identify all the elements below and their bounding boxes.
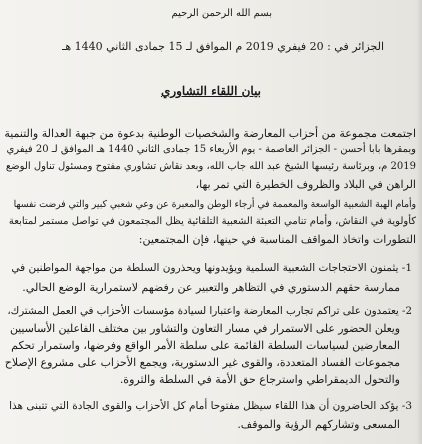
list-item-3-cont: المسعى وتشاركهم الرؤية والموقف.: [237, 418, 400, 431]
list-item-2: 2- يعتمدون على تراكم تجارب المعارضة واعتبارا لسيادة مؤسسات الأحزاب في العمل المشترك،: [7, 305, 412, 317]
list-item-1: 1- يثمنون الاحتجاجات الشعبية السلمية ويؤيدونها ويحذرون السلطة من مواجهة المواطنين في: [11, 262, 412, 274]
body-line: وأمام الهبة الشعبية الواسعة والمعممة في أرجاء الوطن والمعبرة عن وعي شعبي كبير والتي فرضت نفسها: [13, 199, 416, 210]
list-item-2-cont: مجموعات الفساد المتعددة، والقوى غير الدستورية، ويجمع الأحزاب على مشروع الإصلاح: [4, 356, 400, 369]
list-item-2-cont: ويعلن الحضور على الاستمرار في مسار التعاون والتشاور بين مختلف الفاعلين الأساسيين: [9, 322, 400, 335]
body-line: اجتمعت مجموعة من أحزاب المعارضة والشخصيات الوطنية بدعوة من جبهة العدالة والتنمية: [4, 127, 416, 140]
body-line: الراهن في البلاد والظروف الخطيرة التي تمر بها،: [195, 178, 416, 191]
basmala: بسم الله الرحمن الرحيم: [171, 8, 272, 19]
page-edge-shadow: [416, 0, 422, 444]
body-line: 2019 م، وبرئاسة رئيسها الشيخ عبد الله جاب الله، وبعد نقاش تشاوري مفتوح ومسئول تناول الوضع: [5, 161, 416, 172]
list-item-2-cont: المعارضين لسياسات السلطة القائمة على سلطة الأمر الواقع وفرضها، واستمرار تحكم: [11, 339, 400, 352]
document-title: بيان اللقاء التشاوري: [160, 84, 262, 98]
dateline: الجزائر في : 20 فيفري 2019 م الموافق لـ 15 جمادى الثاني 1440 هـ: [62, 40, 384, 53]
body-line: وبمقرها بابا أحسن - الجزائر العاصمة - يوم الأربعاء 15 جمادى الثاني 1440 هـ الموافق لـ 20 فيفري: [6, 144, 416, 155]
list-item-1-cont: ممارسة حقهم الدستوري في التظاهر والتعبير عن رفضهم لاستمرارية الوضع الحالي.: [22, 281, 400, 294]
body-line: التطورات واتخاذ المواقف المناسبة في حينها، فإن المجتمعين:: [138, 233, 416, 246]
list-item-3: 3- يؤكد الحاضرون أن هذا اللقاء سيظل مفتوحا أمام كل الأحزاب والقوى الجادة التي تتبنى هذا: [9, 400, 412, 412]
body-line: كأولوية في النقاش، وأمام تنامي التعبئة الشعبية التلقائية يظل المجتمعون في تواصل مستمر لمتابعة: [8, 216, 416, 227]
list-item-2-cont: والتحول الديمقراطي واسترجاع حق الأمة في السلطة والثروة.: [119, 373, 400, 386]
